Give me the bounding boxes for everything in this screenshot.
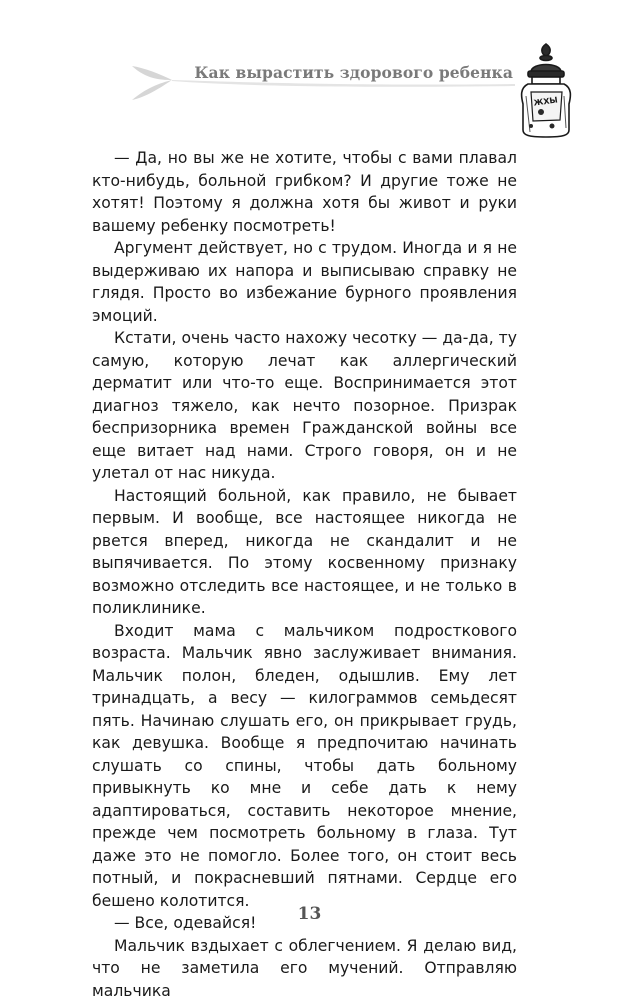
running-title: Как вырастить здорового ребенка bbox=[194, 63, 513, 82]
jar-illustration-icon bbox=[522, 44, 571, 137]
body-text bbox=[92, 147, 517, 1002]
paragraph: Мальчик вздыхает с облегчением. Я делаю вид, что не заметила его мучений. Отправляю мальчика bbox=[92, 935, 517, 1002]
page-number: 13 bbox=[0, 904, 619, 924]
paragraph: Настоящий больной, как правило, не бывает первым. И вообще, все настоящее никогда не рвется вперед, никогда не скандалит и не выпячивается. По этому косвенному признаку возможно отследить все настоящее, и не только в поликлинике. bbox=[92, 485, 517, 620]
page-header bbox=[0, 0, 619, 140]
paragraph: — Да, но вы же не хотите, чтобы с вами плавал кто-нибудь, больной грибком? И другие тоже не хотят! Поэтому я должна хотя бы живот и руки вашему ребенку посмотреть! bbox=[92, 147, 517, 237]
jar-label: ЖХЫ bbox=[533, 95, 558, 107]
paragraph: Кстати, очень часто нахожу чесотку — да-да, ту самую, которую лечат как аллергический дерматит или что-то еще. Воспринимается этот диагноз тяжело, как нечто позорное. Призрак беспризорника времен Гражданской войны все еще витает над нами. Строго говоря, он и не улетал от нас никуда. bbox=[92, 327, 517, 485]
paragraph: Входит мама с мальчиком подросткового возраста. Мальчик явно заслуживает внимания. Мальчик полон, бледен, одышлив. Ему лет тринадцать, а весу — килограммов семьдесят пять. Начинаю слушать его, он прикрывает грудь, как девушка. Вообще я предпочитаю начинать слушать со спины, чтобы дать больному привыкнуть ко мне и себе дать к нему адаптироваться, составить некоторое мнение, прежде чем посмотреть больному в глаза. Тут даже это не помогло. Более того, он стоит весь потный, и покрасневший пятнами. Сердце его бешено колотится. bbox=[92, 620, 517, 913]
paragraph: — Все, одевайся! bbox=[92, 912, 517, 935]
paragraph: Аргумент действует, но с трудом. Иногда и я не выдерживаю их напора и выписываю справку не глядя. Просто во избежание бурного проявления эмоций. bbox=[92, 237, 517, 327]
